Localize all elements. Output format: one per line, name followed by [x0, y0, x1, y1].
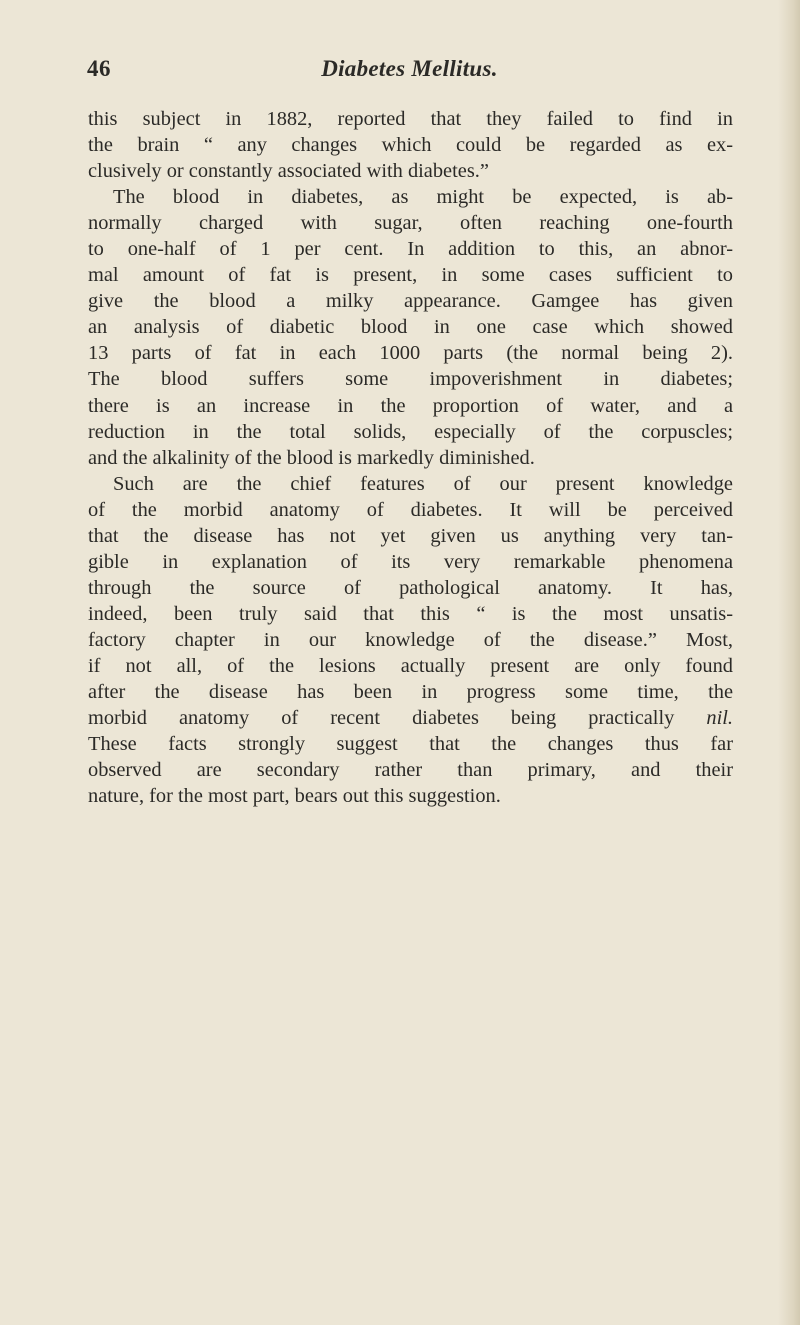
text-line: The blood suffers some impoverishment in diabetes; [88, 368, 733, 391]
text-line: observed are secondary rather than primary, and their [88, 759, 733, 782]
text-line-with-italic [88, 705, 733, 731]
running-title: Diabetes Mellitus. [321, 56, 498, 81]
text-line: clusively or constantly associated with diabetes.” [88, 160, 489, 183]
page-number: 46 [87, 56, 111, 81]
text-line: These facts strongly suggest that the changes thus far [88, 733, 733, 756]
text-line: normally charged with sugar, often reaching one-fourth [88, 212, 733, 235]
text-line: reduction in the total solids, especially of the corpuscles; [88, 420, 733, 443]
text-line: gible in explanation of its very remarkable phenomena [88, 550, 733, 573]
text-line: give the blood a milky appearance. Gamgee has given [88, 290, 733, 313]
paragraph-start-line: Such are the chief features of our present knowledge [113, 472, 733, 495]
text-line: through the source of pathological anatomy. It has, [88, 576, 733, 599]
text-line: after the disease has been in progress some time, the [88, 681, 733, 704]
text-line: there is an increase in the proportion of water, and a [88, 394, 733, 417]
text-line: and the alkalinity of the blood is markedly diminished. [88, 446, 535, 469]
body-text [88, 106, 733, 809]
italic-word: nil. [706, 707, 733, 730]
text-line: indeed, been truly said that this “ is the most unsatis- [88, 602, 733, 625]
text-line: this subject in 1882, reported that they failed to find in [88, 108, 733, 130]
text-line: the brain “ any changes which could be regarded as ex- [88, 134, 733, 157]
text-line: nature, for the most part, bears out this suggestion. [88, 785, 501, 808]
line-text: morbid anatomy of recent diabetes being practically [88, 707, 675, 730]
paragraph-start-line: The blood in diabetes, as might be expected, is ab- [113, 186, 733, 209]
text-line: of the morbid anatomy of diabetes. It will be perceived [88, 498, 733, 521]
text-line: that the disease has not yet given us anything very tan- [88, 524, 733, 547]
text-line: mal amount of fat is present, in some cases sufficient to [88, 264, 733, 287]
text-line: to one-half of 1 per cent. In addition to this, an abnor- [88, 238, 733, 261]
page-header [87, 56, 732, 86]
text-line: an analysis of diabetic blood in one case which showed [88, 316, 733, 339]
text-line: if not all, of the lesions actually present are only found [88, 654, 733, 677]
text-line: 13 parts of fat in each 1000 parts (the normal being 2). [88, 342, 733, 365]
text-line: factory chapter in our knowledge of the disease.” Most, [88, 628, 733, 651]
page-edge-shadow [778, 0, 800, 1325]
